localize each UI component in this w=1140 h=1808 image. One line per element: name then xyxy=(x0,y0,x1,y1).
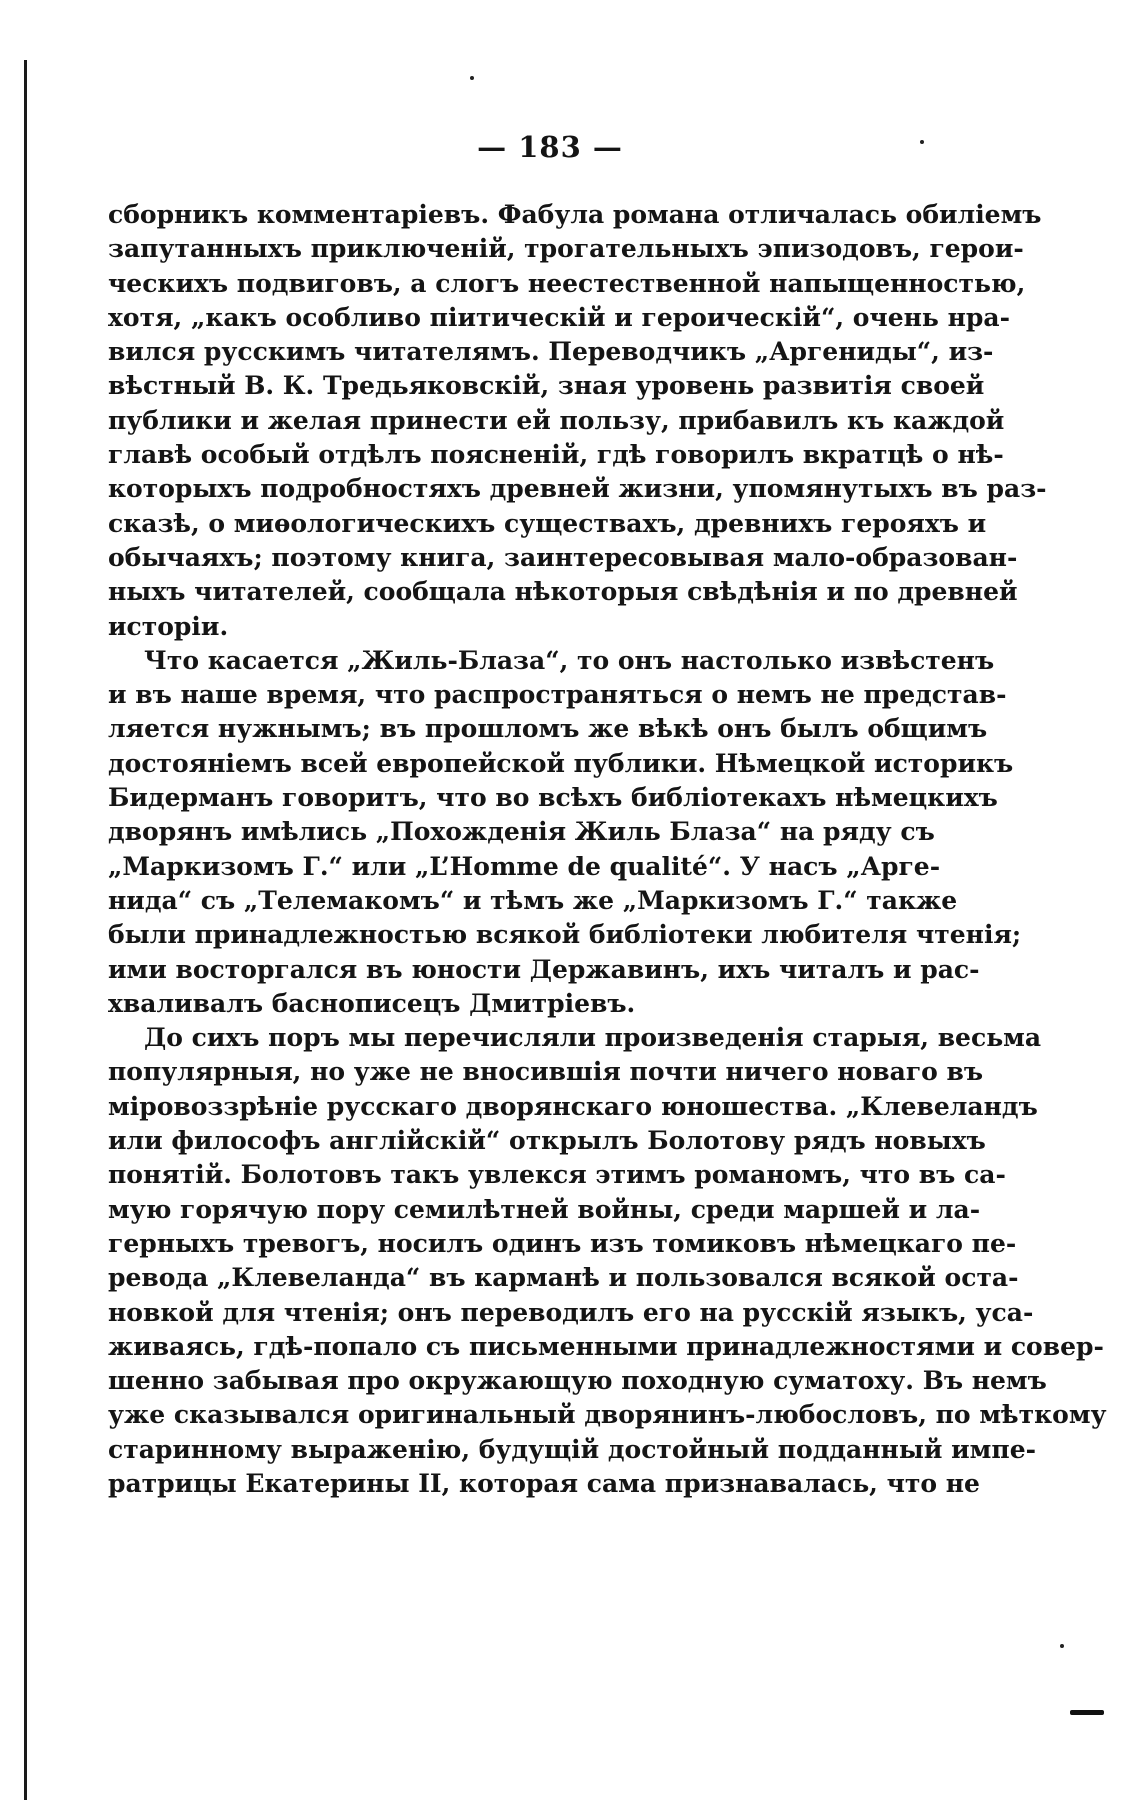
text-line: герныхъ тревогъ, носилъ одинъ изъ томиковъ нѣмецкаго пе- xyxy=(108,1228,1017,1258)
paragraph-list xyxy=(108,198,1107,1501)
text-line: исторіи. xyxy=(108,611,229,641)
text-line: міровоззрѣніе русскаго дворянскаго юношества. „Клевеландъ xyxy=(108,1091,1038,1121)
text-line: дворянъ имѣлись „Похожденія Жиль Блаза“ на ряду съ xyxy=(108,817,935,847)
text-line: ляется нужнымъ; въ прошломъ же вѣкѣ онъ былъ общимъ xyxy=(108,714,988,744)
text-line: хваливалъ баснописецъ Дмитріевъ. xyxy=(108,988,636,1018)
text-line: главѣ особый отдѣлъ поясненій, гдѣ говорилъ вкратцѣ о нѣ- xyxy=(108,440,1004,470)
text-line: ими восторгался въ юности Державинъ, ихъ читалъ и рас- xyxy=(108,954,980,984)
text-line: уже сказывался оригинальный дворянинъ-любословъ, по мѣткому xyxy=(108,1400,1107,1430)
text-line: популярныя, но уже не вносившія почти ничего новаго въ xyxy=(108,1057,984,1087)
paragraph xyxy=(108,198,1047,644)
text-line: и въ наше время, что распространяться о немъ не представ- xyxy=(108,680,1007,710)
text-line: хотя, „какъ особливо піитическій и героическій“, очень нра- xyxy=(108,302,1010,332)
text-line: публики и желая принести ей пользу, прибавилъ къ каждой xyxy=(108,405,1005,435)
text-line: ныхъ читателей, сообщала нѣкоторыя свѣдѣнія и по древней xyxy=(108,577,1018,607)
text-line: были принадлежностью всякой библіотеки любителя чтенія; xyxy=(108,920,1022,950)
text-line: Что касается „Жиль-Блаза“, то онъ настолько извѣстенъ xyxy=(144,645,995,675)
scan-speck xyxy=(1060,1644,1064,1648)
scan-speck xyxy=(470,76,474,80)
text-line: мую горячую пору семилѣтней войны, среди маршей и ла- xyxy=(108,1194,981,1224)
paragraph xyxy=(108,1021,1107,1501)
scan-right-edge-mark xyxy=(1070,1710,1104,1715)
text-line: вѣстный В. К. Тредьяковскій, зная уровень развитія своей xyxy=(108,371,985,401)
body-text xyxy=(108,198,1107,1501)
text-line: вился русскимъ читателямъ. Переводчикъ „Аргениды“, из- xyxy=(108,337,994,367)
text-line: „Маркизомъ Г.“ или „L’Homme de qualité“. У насъ „Арге- xyxy=(108,851,941,881)
paragraph xyxy=(108,644,1022,1021)
text-line: достояніемъ всей европейской публики. Нѣмецкой историкъ xyxy=(108,748,1014,778)
text-line: запутанныхъ приключеній, трогательныхъ эпизодовъ, герои- xyxy=(108,234,1024,264)
text-line: шенно забывая про окружающую походную суматоху. Въ немъ xyxy=(108,1366,1047,1396)
text-line: обычаяхъ; поэтому книга, заинтересовывая мало-образован- xyxy=(108,542,1018,572)
text-line: До сихъ поръ мы перечисляли произведенія старыя, весьма xyxy=(144,1023,1042,1053)
text-line: ческихъ подвиговъ, а слогъ неестественной напыщенностью, xyxy=(108,268,1026,298)
text-line: понятій. Болотовъ такъ увлекся этимъ романомъ, что въ са- xyxy=(108,1160,1006,1190)
text-line: сказѣ, о миѳологическихъ существахъ, древнихъ герояхъ и xyxy=(108,508,987,538)
text-line: живаясь, гдѣ-попало съ письменными принадлежностями и совер- xyxy=(108,1331,1104,1361)
text-line: сборникъ комментаріевъ. Фабула романа отличалась обиліемъ xyxy=(108,200,1042,229)
page-number: — 183 — xyxy=(477,130,623,164)
text-line: старинному выраженію, будущій достойный подданный импе- xyxy=(108,1434,1036,1464)
text-line: нида“ съ „Телемакомъ“ и тѣмъ же „Маркизомъ Г.“ также xyxy=(108,885,958,915)
text-line: которыхъ подробностяхъ древней жизни, упомянутыхъ въ раз- xyxy=(108,474,1047,504)
text-line: или философъ англійскій“ открылъ Болотову рядъ новыхъ xyxy=(108,1126,986,1156)
text-line: новкой для чтенія; онъ переводилъ его на русскій языкъ, уса- xyxy=(108,1297,1034,1327)
text-line: ратрицы Екатерины II, которая сама признавалась, что не xyxy=(108,1468,980,1498)
text-line: Бидерманъ говоритъ, что во всѣхъ библіотекахъ нѣмецкихъ xyxy=(108,783,998,813)
text-line: ревода „Клевеланда“ въ карманѣ и пользовался всякой оста- xyxy=(108,1263,1019,1293)
scan-left-edge xyxy=(24,60,27,1800)
